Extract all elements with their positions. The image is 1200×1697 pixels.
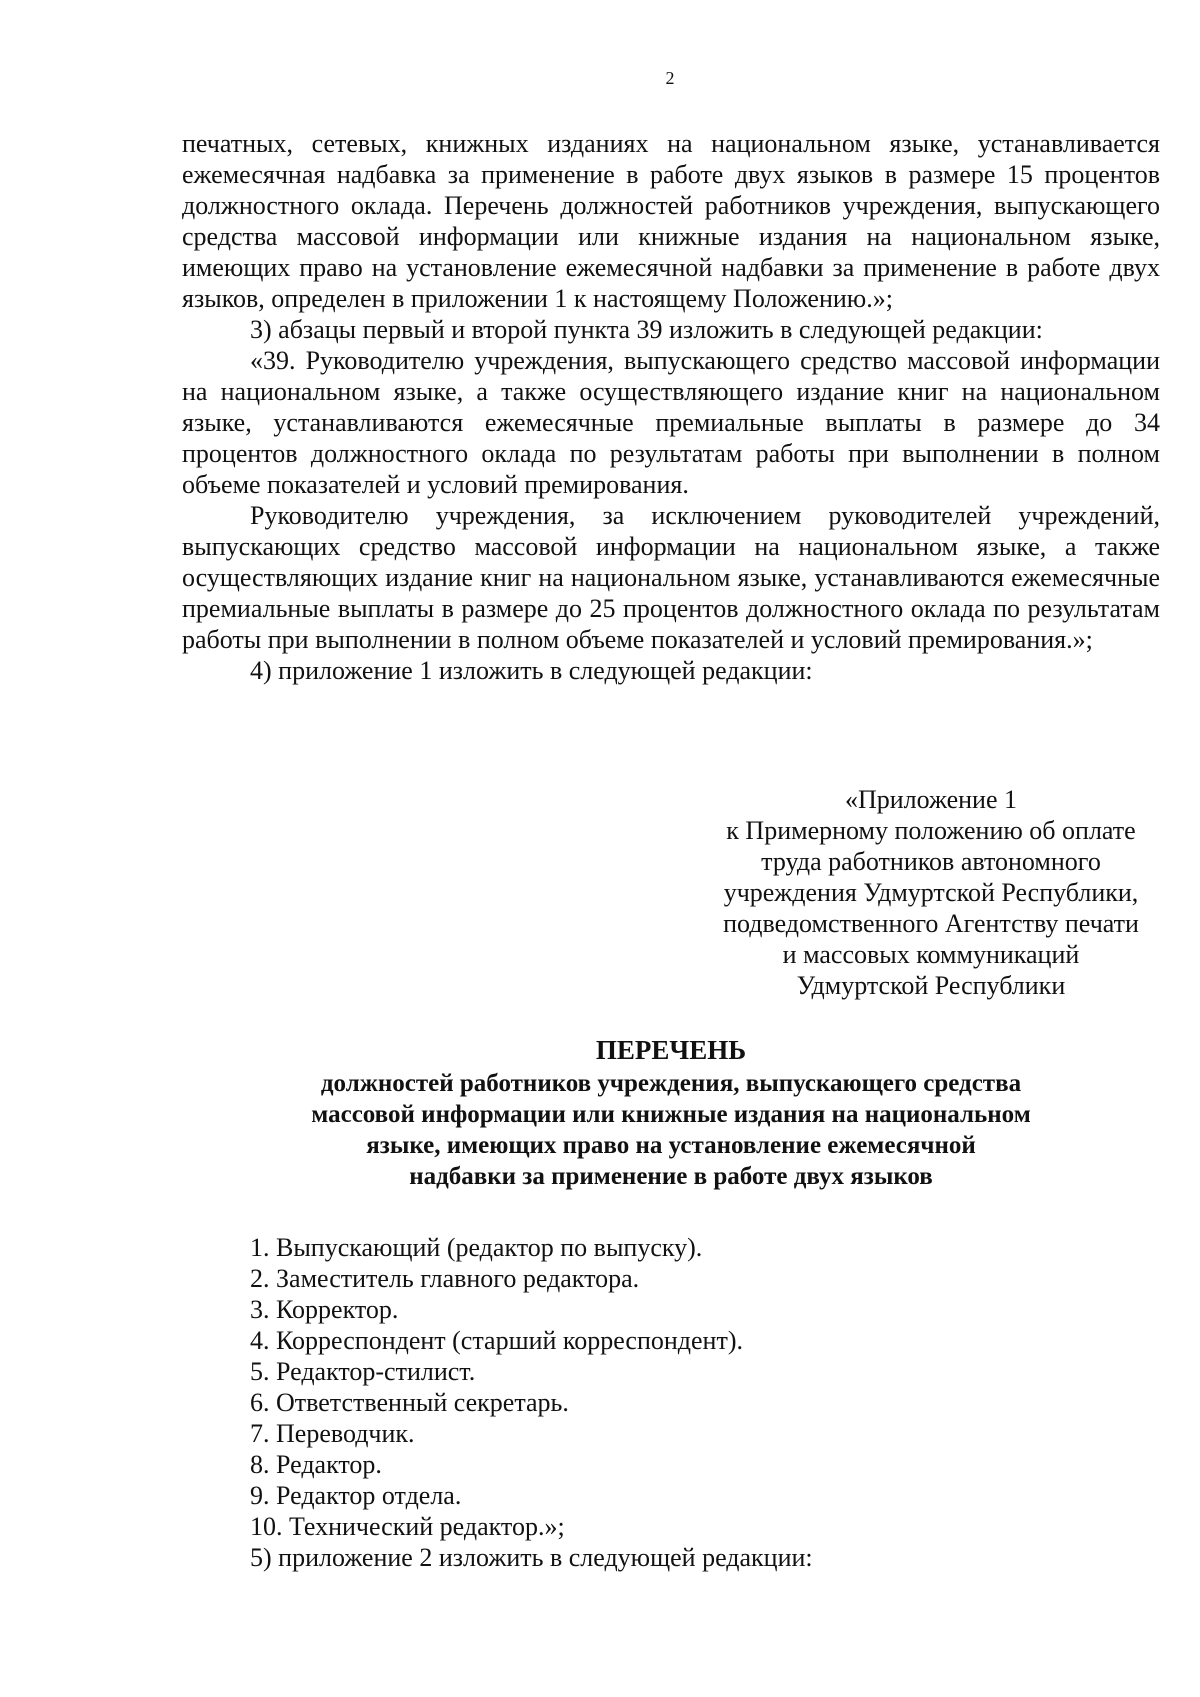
appendix-line: к Примерному положению об оплате bbox=[726, 816, 1136, 845]
list-item: 3. Корректор. bbox=[250, 1295, 399, 1324]
list-item: 7. Переводчик. bbox=[250, 1419, 415, 1448]
list-item: 5. Редактор-стилист. bbox=[250, 1357, 476, 1386]
list-item: 8. Редактор. bbox=[250, 1450, 382, 1479]
positions-list bbox=[250, 1232, 1160, 1573]
page-number: 2 bbox=[665, 68, 675, 88]
body-text bbox=[182, 128, 1160, 686]
paragraph-item-4: 4) приложение 1 изложить в следующей редакции: bbox=[250, 656, 813, 685]
list-item: 2. Заместитель главного редактора. bbox=[250, 1264, 640, 1293]
list-title bbox=[182, 1035, 1160, 1192]
appendix-line: труда работников автономного bbox=[761, 847, 1101, 876]
appendix-header bbox=[690, 784, 1172, 1001]
title-subline: должностей работников учреждения, выпускающего средства bbox=[320, 1070, 1022, 1097]
list-item: 6. Ответственный секретарь. bbox=[250, 1388, 569, 1417]
paragraph-clause-39-second: Руководителю учреждения, за исключением руководителей учреждений, выпускающих средство массовой информации на национальном языке, а также осуществляющих издание книг на национальном языке, устанавливаются ежемесячные премиальные выплаты в размере до 25 процентов должностного оклада по результатам работы при выполнении в полном объеме показателей и условий премирования.»; bbox=[182, 501, 1160, 654]
appendix-line: и массовых коммуникаций bbox=[782, 940, 1080, 969]
list-item: 10. Технический редактор.»; bbox=[250, 1512, 565, 1541]
list-item: 5) приложение 2 изложить в следующей редакции: bbox=[250, 1543, 813, 1572]
title-subline: надбавки за применение в работе двух языков bbox=[409, 1163, 933, 1190]
paragraph-continuation: печатных, сетевых, книжных изданиях на национальном языке, устанавливается ежемесячная надбавка за применение в работе двух языков в размере 15 процентов должностного оклада. Перечень должностей работников учреждения, выпускающего средства массовой информации или книжные издания на национальном языке, имеющих право на установление ежемесячной надбавки за применение в работе двух языков, определен в приложении 1 к настоящему Положению.»; bbox=[182, 129, 1160, 313]
appendix-line: учреждения Удмуртской Республики, bbox=[723, 878, 1139, 907]
list-item: 1. Выпускающий (редактор по выпуску). bbox=[250, 1233, 703, 1262]
paragraph-item-3: 3) абзацы первый и второй пункта 39 изложить в следующей редакции: bbox=[250, 315, 1043, 344]
appendix-line: «Приложение 1 bbox=[844, 785, 1018, 814]
appendix-line: подведомственного Агентству печати bbox=[723, 909, 1139, 938]
appendix-line: Удмуртской Республики bbox=[796, 971, 1066, 1000]
title-main: ПЕРЕЧЕНЬ bbox=[595, 1035, 747, 1065]
title-subline: массовой информации или книжные издания на национальном bbox=[311, 1101, 1031, 1128]
list-item: 4. Корреспондент (старший корреспондент). bbox=[250, 1326, 743, 1355]
paragraph-clause-39: «39. Руководителю учреждения, выпускающего средство массовой информации на национальном языке, а также осуществляющего издание книг на национальном языке, устанавливаются ежемесячные премиальные выплаты в размере до 34 процентов должностного оклада по результатам работы при выполнении в полном объеме показателей и условий премирования. bbox=[182, 346, 1160, 499]
title-subline: языке, имеющих право на установление ежемесячной bbox=[366, 1132, 976, 1159]
list-item: 9. Редактор отдела. bbox=[250, 1481, 462, 1510]
